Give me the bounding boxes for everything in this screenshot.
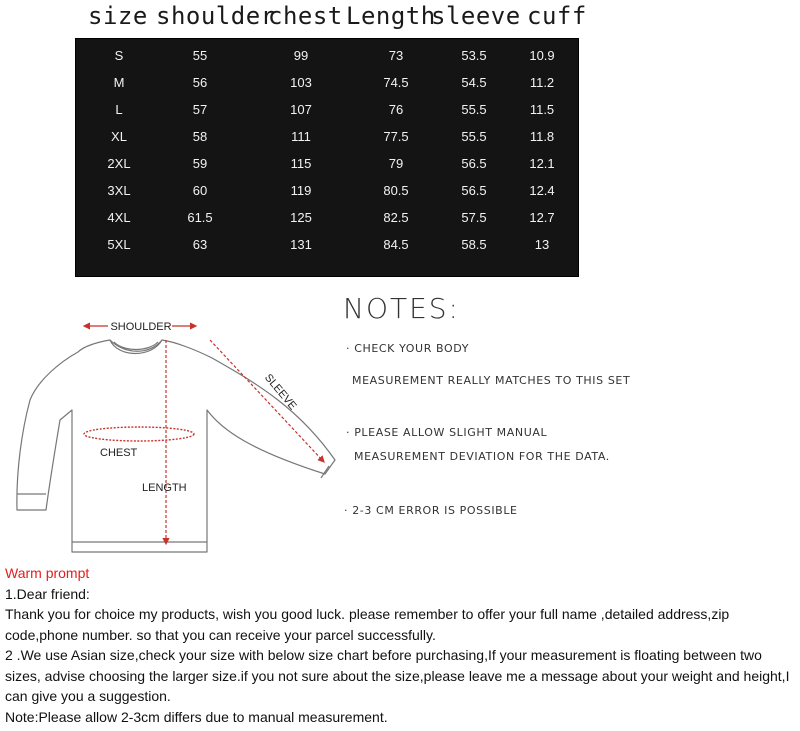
cell-size: 2XL (107, 156, 131, 171)
cell-size: 4XL (107, 210, 131, 225)
table-row (76, 96, 578, 123)
cell-chest: 115 (290, 156, 312, 171)
prompt-paragraph-1: Thank you for choice my products, wish you good luck. please remember to offer your full name ,detailed address,zip code,phone number. so that you can receive your parcel successfully. (5, 606, 730, 643)
cell-size: L (115, 102, 123, 117)
cell-cuff: 12.7 (529, 210, 555, 225)
note-line: · 2-3 CM ERROR IS POSSIBLE (344, 504, 518, 517)
warm-prompt-section (5, 563, 795, 727)
shoulder-label: SHOULDER (110, 321, 172, 333)
size-table-header (0, 2, 800, 34)
cell-shoulder: 61.5 (187, 210, 213, 225)
cell-length: 73 (388, 48, 404, 63)
prompt-note: Note:Please allow 2-3cm differs due to manual measurement. (5, 708, 388, 725)
cell-cuff: 12.1 (529, 156, 555, 171)
cell-cuff: 10.9 (529, 48, 555, 63)
cell-sleeve: 58.5 (461, 237, 487, 252)
table-row (76, 231, 578, 258)
cell-shoulder: 57 (192, 102, 208, 117)
header-sleeve: sleeve (431, 2, 521, 30)
header-shoulder: shoulder (156, 2, 276, 30)
cell-length: 74.5 (383, 75, 409, 90)
table-row (76, 123, 578, 150)
chest-measure-icon (84, 427, 194, 441)
cell-cuff: 12.4 (529, 183, 555, 198)
cell-shoulder: 59 (192, 156, 208, 171)
cell-shoulder: 58 (192, 129, 208, 144)
cell-size: S (114, 48, 124, 63)
cell-sleeve: 54.5 (461, 75, 487, 90)
table-row (76, 150, 578, 177)
cell-chest: 99 (293, 48, 309, 63)
cell-cuff: 11.2 (529, 75, 555, 90)
cell-sleeve: 55.5 (461, 102, 487, 117)
cell-size: 3XL (107, 183, 131, 198)
cell-cuff: 11.8 (529, 129, 555, 144)
table-row (76, 204, 578, 231)
cell-length: 76 (388, 102, 404, 117)
table-row (76, 177, 578, 204)
prompt-dear-friend: 1.Dear friend: (5, 585, 90, 602)
cell-sleeve: 56.5 (461, 183, 487, 198)
note-line: MEASUREMENT DEVIATION FOR THE DATA. (354, 450, 610, 463)
cell-sleeve: 55.5 (461, 129, 487, 144)
cell-length: 77.5 (383, 129, 409, 144)
cell-chest: 119 (290, 183, 312, 198)
length-label: LENGTH (142, 482, 187, 494)
cell-length: 82.5 (383, 210, 409, 225)
measurement-diagram (0, 300, 345, 562)
cell-shoulder: 63 (192, 237, 208, 252)
cell-chest: 131 (290, 237, 312, 252)
table-row (76, 69, 578, 96)
cell-length: 79 (388, 156, 404, 171)
notes-section (340, 292, 760, 542)
cell-shoulder: 56 (192, 75, 208, 90)
cell-shoulder: 60 (192, 183, 208, 198)
cell-cuff: 13 (534, 237, 550, 252)
cell-length: 80.5 (383, 183, 409, 198)
header-cuff: cuff (527, 2, 587, 30)
note-line: · CHECK YOUR BODY (346, 342, 470, 355)
prompt-paragraph-2: 2 .We use Asian size,check your size with below size chart before purchasing,If your measurement is floating between two sizes, advise choosing the larger size.if you not sure about the size,please leave me a message about your weight and height,I can give you a suggestion. (5, 647, 790, 704)
cell-size: 5XL (107, 237, 131, 252)
chest-label: CHEST (100, 447, 138, 459)
sleeve-measure-icon (210, 340, 324, 462)
warm-prompt-heading: Warm prompt (5, 565, 90, 581)
table-row (76, 42, 578, 69)
cell-sleeve: 57.5 (461, 210, 487, 225)
size-table (75, 38, 579, 277)
cell-chest: 103 (290, 75, 312, 90)
cell-chest: 107 (290, 102, 312, 117)
cell-size: XL (111, 129, 127, 144)
header-chest: chest (268, 2, 343, 30)
cell-chest: 111 (291, 129, 311, 144)
cell-sleeve: 56.5 (461, 156, 487, 171)
cell-chest: 125 (290, 210, 312, 225)
cell-size: M (113, 75, 125, 90)
sleeve-label: SLEEVE (261, 371, 299, 413)
shirt-outline (17, 340, 335, 552)
cell-sleeve: 53.5 (461, 48, 487, 63)
note-line: · PLEASE ALLOW SLIGHT MANUAL (346, 426, 548, 439)
note-line: MEASUREMENT REALLY MATCHES TO THIS SET (352, 374, 631, 387)
cell-shoulder: 55 (192, 48, 208, 63)
notes-title: NOTES: (343, 292, 460, 325)
cell-length: 84.5 (383, 237, 409, 252)
cell-cuff: 11.5 (529, 102, 555, 117)
header-size: size (88, 2, 148, 30)
header-length: Length (346, 2, 436, 30)
